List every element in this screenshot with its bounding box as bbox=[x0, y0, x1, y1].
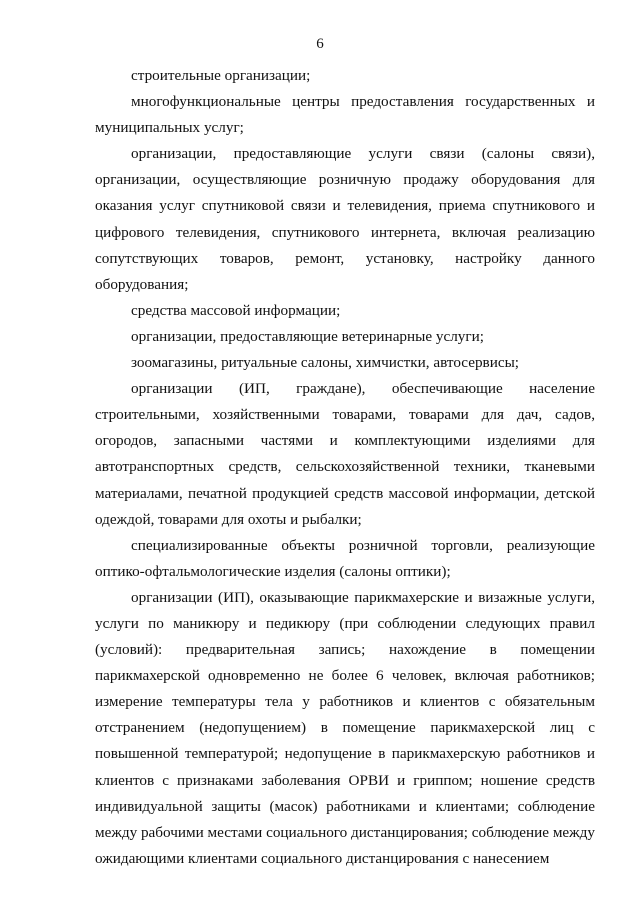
paragraph-goods-suppliers: организации (ИП, граждане), обеспечивающие население строительными, хозяйственными товарами, товарами для дач, садов, огородов, запасными частями и комплектующими изделиями для автотранспортных средств, сельскохозяйственной техники, тканевыми материалами, печатной продукцией средств массовой информации, детской одеждой, товарами для охоты и рыбалки; bbox=[95, 380, 595, 528]
paragraph-optics: специализированные объекты розничной торговли, реализующие оптико-офтальмологические изделия (салоны оптики); bbox=[95, 536, 595, 580]
document-body bbox=[95, 63, 595, 872]
paragraph-veterinary: организации, предоставляющие ветеринарные услуги; bbox=[131, 327, 484, 345]
paragraph-hairdressers: организации (ИП), оказывающие парикмахерские и визажные услуги, услуги по маникюру и педикюру (при соблюдении следующих правил (условий): предварительная запись; нахождение в помещении парикмахерской одновременно не более 6 человек, включая работников; измерение температуры тела у работников и клиентов с обязательным отстранением (недопущением) в помещение парикмахерской лиц с повышенной температурой; недопущение в парикмахерскую работников и клиентов с признаками заболевания ОРВИ и гриппом; ношение средств индивидуальной защиты (масок) работниками и клиентами; соблюдение между рабочими местами социального дистанцирования; соблюдение между ожидающими клиентами социального дистанцирования с нанесением bbox=[95, 588, 595, 867]
paragraph-construction: строительные организации; bbox=[131, 67, 311, 84]
paragraph-pet-stores: зоомагазины, ритуальные салоны, химчистки, автосервисы; bbox=[131, 354, 520, 372]
page-number: 6 bbox=[316, 36, 324, 52]
paragraph-mfc: многофункциональные центры предоставления государственных и муниципальных услуг; bbox=[95, 93, 595, 137]
paragraph-communication: организации, предоставляющие услуги связи (салоны связи), организации, осуществляющие розничную продажу оборудования для оказания услуг спутниковой связи и телевидения, приема спутникового и цифрового телевидения, спутникового интернета, включая реализацию сопутствующих товаров, ремонт, установку, настройку данного оборудования; bbox=[95, 145, 595, 293]
paragraph-media: средства массовой информации; bbox=[131, 301, 341, 319]
